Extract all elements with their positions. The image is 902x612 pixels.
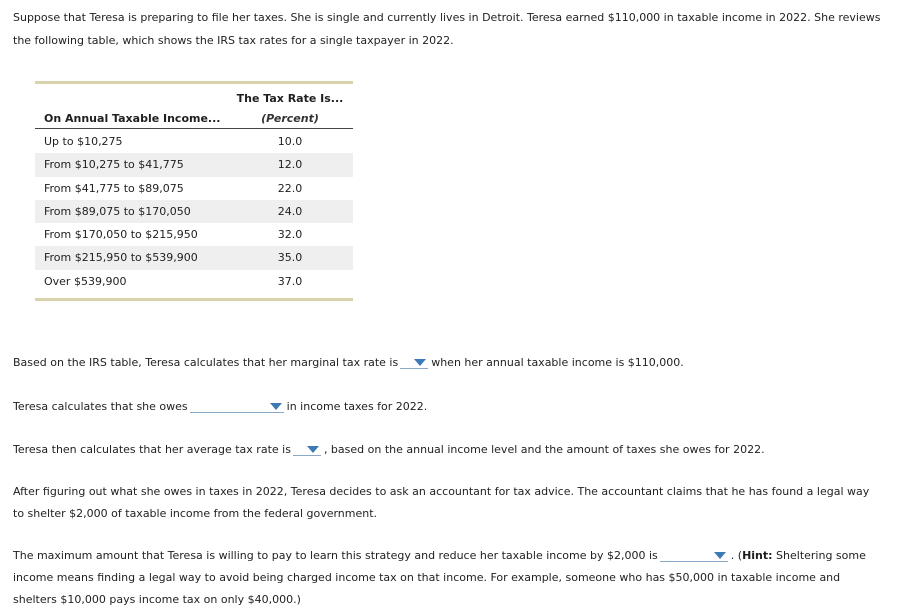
question-average-rate [13,442,765,456]
table-row [35,223,353,246]
hint-label: Hint: [742,549,773,562]
question-max-payment [13,545,883,611]
q2-text-before: Teresa calculates that she owes [13,400,188,413]
rate-column-header: The Tax Rate Is... [236,92,344,105]
marginal-rate-dropdown[interactable] [400,355,428,369]
rate-cell: 24.0 [277,204,303,218]
income-cell: From $41,775 to $89,075 [44,181,184,195]
rate-cell: 35.0 [277,251,303,265]
rate-cell: 32.0 [277,228,303,242]
income-cell: From $215,950 to $539,900 [44,251,198,265]
table-row [35,130,353,153]
rate-column-subheader: (Percent) [261,112,319,125]
table-row [35,177,353,200]
q2-text-after: in income taxes for 2022. [286,400,428,413]
table-top-rule [35,81,353,84]
average-rate-dropdown[interactable] [293,442,321,456]
intro-text: Suppose that Teresa is preparing to file her taxes. She is single and currently lives in Detroit. Teresa earned $110,000 in taxable income in 2022. She reviews the following table, which shows the IRS tax rates for a single taxpayer in 2022. [13,11,881,47]
income-cell: Up to $10,275 [44,135,123,148]
max-payment-dropdown[interactable] [660,548,728,562]
income-cell: From $170,050 to $215,950 [44,228,198,242]
accountant-paragraph: After figuring out what she owes in taxes in 2022, Teresa decides to ask an accountant for tax advice. The accountant claims that he has found a legal way to shelter $2,000 of taxable income from the federal government. [13,485,870,520]
table-row [35,246,353,269]
hint-open: . ( [730,549,743,562]
q3-text-after: , based on the annual income level and the amount of taxes she owes for 2022. [323,443,765,456]
rate-cell: 37.0 [277,274,303,288]
chevron-down-icon [270,403,282,410]
rate-cell: 22.0 [277,181,303,195]
table-bottom-rule [35,298,353,301]
taxes-owed-dropdown[interactable] [190,399,284,413]
q5-text-before: The maximum amount that Teresa is willing to pay to learn this strategy and reduce her taxable income by $2,000 is [13,549,658,562]
chevron-down-icon [307,446,319,453]
rate-cell: 12.0 [277,158,303,172]
hint-text: Sheltering some income means finding a legal way to avoid being charged income tax on that income. For example, someone who has $50,000 in taxable income and shelters $10,000 pays income tax on only $40,000.) [13,549,866,606]
q1-text-after: when her annual taxable income is $110,000. [431,356,684,369]
table-row [35,200,353,223]
income-cell: From $89,075 to $170,050 [44,204,191,218]
chevron-down-icon [414,359,426,366]
table-row [35,153,353,176]
q1-text-before: Based on the IRS table, Teresa calculates that her marginal tax rate is [13,356,399,369]
chevron-down-icon [714,552,726,559]
q3-text-before: Teresa then calculates that her average tax rate is [13,443,291,456]
rate-cell: 10.0 [277,135,303,148]
question-taxes-owed [13,399,427,413]
header-divider [35,128,353,129]
income-cell: From $10,275 to $41,775 [44,158,184,172]
table-body [35,130,353,293]
question-marginal-rate [13,355,684,369]
table-row [35,270,353,293]
income-column-header: On Annual Taxable Income... [44,112,221,125]
income-cell: Over $539,900 [44,274,127,288]
